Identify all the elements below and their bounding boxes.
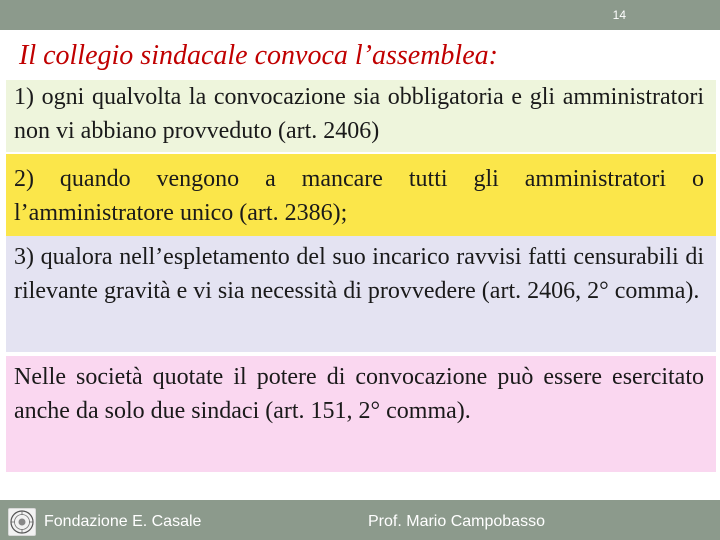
note-text: Nelle società quotate il potere di convocazione può essere esercitato anche da solo due sindaci (art. 151, 2° comma). — [14, 364, 704, 424]
item-3-text: 3) qualora nell’espletamento del suo incarico ravvisi fatti censurabili di rilevante gravità e vi sia necessità di provvedere (art. 2406, 2° comma). — [14, 244, 704, 304]
slide-title: Il collegio sindacale convoca l’assemblea: — [19, 40, 498, 71]
note-box — [6, 356, 716, 472]
footer-author: Prof. Mario Campobasso — [368, 513, 545, 530]
top-bar — [0, 0, 720, 30]
item-2-text: 2) quando vengono a mancare tutti gli amministratori o l’amministratore unico (art. 2386); — [14, 166, 704, 226]
item-3-box — [6, 236, 716, 352]
slide-number: 14 — [612, 8, 626, 22]
footer-organization: Fondazione E. Casale — [44, 513, 202, 530]
item-2-box — [6, 154, 716, 236]
item-1-text: 1) ogni qualvolta la convocazione sia obbligatoria e gli amministratori non vi abbiano provveduto (art. 2406) — [14, 84, 704, 144]
foundation-seal-icon — [8, 508, 36, 536]
footer-bar — [0, 500, 720, 540]
item-1-box — [6, 80, 716, 152]
